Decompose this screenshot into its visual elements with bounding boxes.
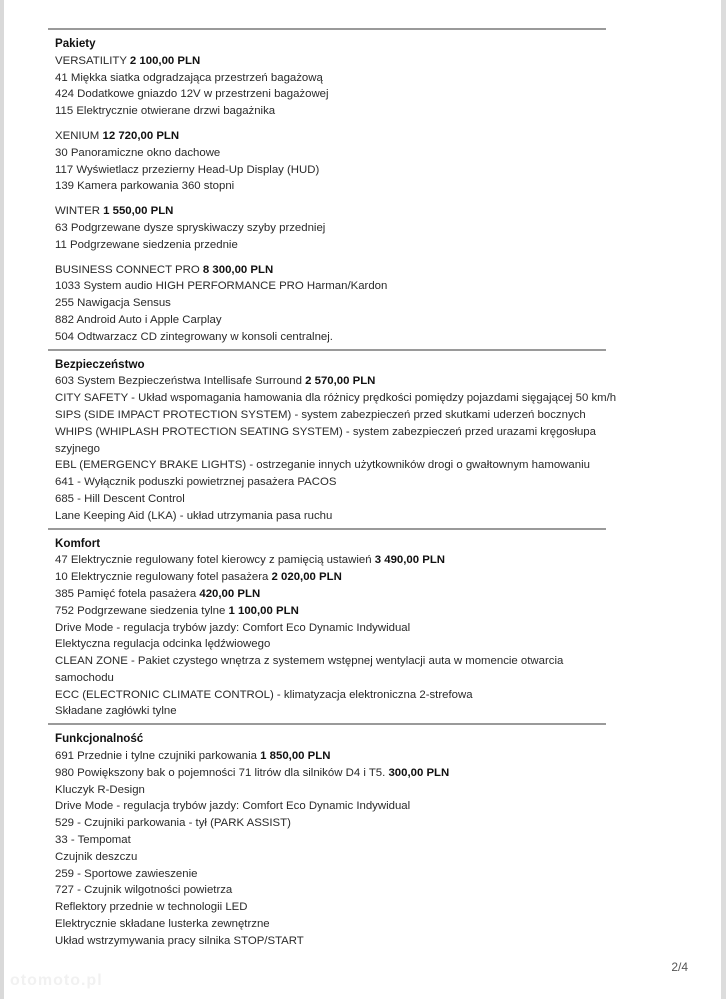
list-item: 11 Podgrzewane siedzenia przednie (55, 238, 238, 251)
package-name: BUSINESS CONNECT PRO (55, 263, 200, 276)
list-item: 641 - Wyłącznik poduszki powietrznej pasażera PACOS (55, 476, 337, 489)
list-item: Elektrycznie składane lusterka zewnętrzne (55, 918, 270, 931)
package-header (55, 262, 606, 279)
list-item (55, 765, 606, 782)
list-item: 255 Nawigacja Sensus (55, 297, 171, 310)
list-item: Składane zagłówki tylne (55, 705, 177, 718)
document-page (48, 28, 617, 950)
package-business-connect-pro (55, 262, 606, 346)
section-komfort (48, 530, 606, 721)
package-xenium (55, 128, 606, 195)
item-price: 2 570,00 PLN (305, 375, 376, 388)
package-price: 8 300,00 PLN (202, 263, 274, 276)
item-price: 1 850,00 PLN (260, 750, 331, 763)
section-title: Bezpieczeństwo (55, 357, 145, 371)
list-item: 117 Wyświetlacz przezierny Head-Up Display (HUD) (55, 163, 320, 176)
list-item: 139 Kamera parkowania 360 stopni (55, 180, 235, 193)
package-header (55, 53, 606, 70)
package-name: WINTER (55, 205, 100, 218)
list-item: 115 Elektrycznie otwierane drzwi bagażnika (55, 105, 276, 118)
list-item: SIPS (SIDE IMPACT PROTECTION SYSTEM) - system zabezpieczeń przed skutkami uderzeń bocznych (55, 408, 586, 421)
list-item: CITY SAFETY - Układ wspomagania hamowania dla różnicy prędkości pomiędzy pojazdami sięgającej 50 km/h (55, 392, 617, 405)
item-text: 10 Elektrycznie regulowany fotel pasażera (55, 571, 269, 584)
package-price: 2 100,00 PLN (129, 54, 201, 67)
list-item (55, 603, 606, 620)
list-item: CLEAN ZONE - Pakiet czystego wnętrza z systemem wstępnej wentylacji auta w momencie otwarcia samochodu (55, 655, 564, 684)
list-item: Układ wstrzymywania pracy silnika STOP/START (55, 934, 304, 947)
list-item (55, 748, 606, 765)
list-item: Lane Keeping Aid (LKA) - układ utrzymania pasa ruchu (55, 509, 333, 522)
list-item: WHIPS (WHIPLASH PROTECTION SEATING SYSTEM) - system zabezpieczeń przed urazami kręgosłupa szyjnego (55, 425, 596, 455)
list-item: Czujnik deszczu (55, 850, 138, 863)
list-item: ECC (ELECTRONIC CLIMATE CONTROL) - klimatyzacja elektroniczna 2-strefowa (55, 688, 473, 701)
item-text: 47 Elektrycznie regulowany fotel kierowcy z pamięcią ustawień (55, 554, 372, 567)
item-text: 752 Podgrzewane siedzenia tylne (55, 604, 226, 617)
list-item: 33 - Tempomat (55, 834, 131, 847)
list-item: 41 Miękka siatka odgradzająca przestrzeń bagażową (55, 71, 323, 84)
package-header (55, 203, 606, 220)
list-item: 1033 System audio HIGH PERFORMANCE PRO Harman/Kardon (55, 280, 388, 293)
list-item: Drive Mode - regulacja trybów jazdy: Comfort Eco Dynamic Indywidual (55, 800, 411, 813)
list-item: Kluczyk R-Design (55, 783, 145, 796)
list-item: Reflektory przednie w technologii LED (55, 901, 248, 914)
page-edge-left (0, 0, 4, 999)
list-item: 882 Android Auto i Apple Carplay (55, 313, 222, 326)
section-bezpieczenstwo (48, 351, 617, 525)
list-item: Elektyczna regulacja odcinka lędźwiowego (55, 638, 271, 651)
list-item (55, 552, 606, 569)
list-item: 259 - Sportowe zawieszenie (55, 867, 198, 880)
page-number: 2/4 (671, 960, 688, 974)
list-item: 424 Dodatkowe gniazdo 12V w przestrzeni bagażowej (55, 88, 329, 101)
list-item: 529 - Czujniki parkowania - tył (PARK ASSIST) (55, 817, 291, 830)
package-price: 1 550,00 PLN (103, 205, 174, 218)
package-price: 12 720,00 PLN (102, 129, 180, 142)
package-versatility (55, 53, 606, 120)
list-item (55, 586, 606, 603)
item-price: 1 100,00 PLN (228, 604, 299, 617)
item-price: 3 490,00 PLN (374, 554, 446, 567)
list-item: 63 Podgrzewane dysze spryskiwaczy szyby przedniej (55, 221, 326, 234)
section-title: Pakiety (55, 37, 96, 50)
watermark: otomoto.pl (10, 972, 103, 989)
list-item: 685 - Hill Descent Control (55, 492, 185, 505)
item-price: 420,00 PLN (199, 587, 261, 600)
section-pakiety (48, 30, 606, 346)
list-item (55, 373, 606, 390)
package-header (55, 128, 606, 145)
package-winter (55, 203, 606, 253)
item-price: 300,00 PLN (388, 766, 450, 779)
section-title: Komfort (55, 536, 101, 550)
list-item: 727 - Czujnik wilgotności powietrza (55, 884, 233, 897)
list-item: Drive Mode - regulacja trybów jazdy: Comfort Eco Dynamic Indywidual (55, 621, 411, 634)
item-text: 980 Powiększony bak o pojemności 71 litrów dla silników D4 i T5. (55, 766, 386, 779)
list-item: 30 Panoramiczne okno dachowe (55, 146, 221, 159)
scrollbar[interactable] (721, 0, 726, 999)
package-name: VERSATILITY (55, 54, 127, 67)
list-item: 504 Odtwarzacz CD zintegrowany w konsoli centralnej. (55, 330, 333, 343)
list-item (55, 569, 606, 586)
item-text: 603 System Bezpieczeństwa Intellisafe Surround (55, 375, 302, 388)
section-title: Funkcjonalność (55, 732, 144, 746)
list-item: EBL (EMERGENCY BRAKE LIGHTS) - ostrzeganie innych użytkowników drogi o gwałtownym hamowaniu (55, 459, 590, 472)
section-funkcjonalnosc (48, 725, 606, 949)
item-text: 385 Pamięć fotela pasażera (55, 587, 197, 600)
item-price: 2 020,00 PLN (271, 571, 342, 584)
package-name: XENIUM (55, 129, 100, 142)
item-text: 691 Przednie i tylne czujniki parkowania (55, 750, 257, 763)
